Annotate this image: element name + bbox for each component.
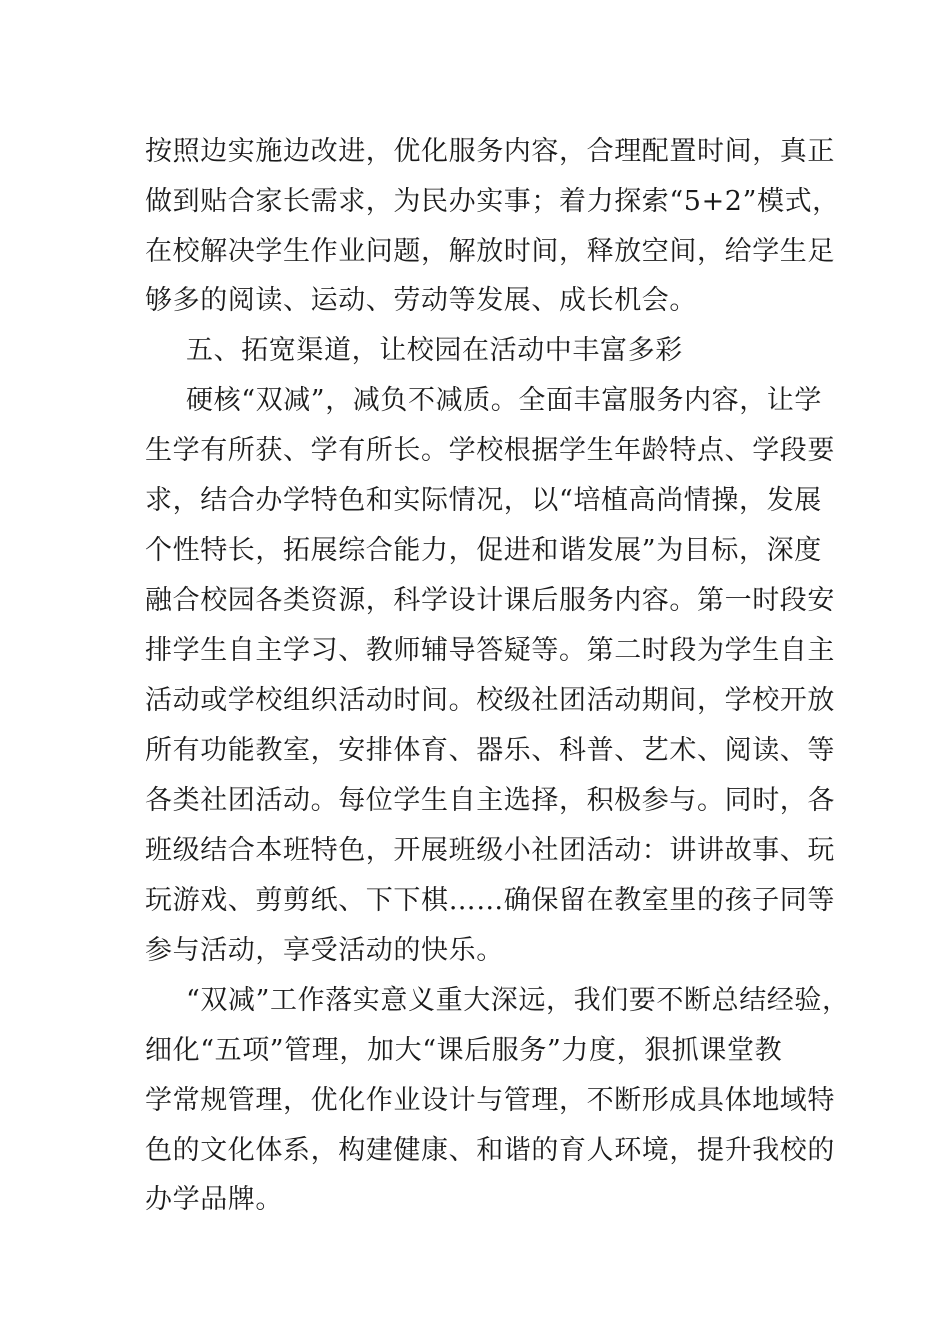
paragraph-2-line-11: 玩游戏、剪剪纸、下下棋……确保留在教室里的孩子同等 [145,885,835,916]
paragraph-1-line-1: 按照边实施边改进，优化服务内容，合理配置时间，真正 [145,136,835,167]
paragraph-3-line-2: 细化“五项”管理，加大“课后服务”力度，狠抓课堂教 [145,1035,783,1066]
paragraph-2-line-5: 融合校园各类资源，科学设计课后服务内容。第一时段安 [145,585,835,616]
paragraph-2-line-2: 生学有所获、学有所长。学校根据学生年龄特点、学段要 [145,435,835,466]
paragraph-2-line-1: 硬核“双减”，减负不减质。全面丰富服务内容，让学 [186,385,823,416]
section-heading: 五、拓宽渠道，让校园在活动中丰富多彩 [186,335,683,366]
paragraph-2-line-8: 所有功能教室，安排体育、器乐、科普、艺术、阅读、等 [145,735,835,766]
paragraph-3-line-4: 色的文化体系，构建健康、和谐的育人环境，提升我校的 [145,1135,835,1166]
paragraph-2-line-7: 活动或学校组织活动时间。校级社团活动期间，学校开放 [145,685,835,716]
paragraph-3-line-3: 学常规管理，优化作业设计与管理，不断形成具体地域特 [145,1085,835,1116]
paragraph-1-line-2: 做到贴合家长需求，为民办实事；着力探索“5+2”模式， [145,186,840,217]
paragraph-3-line-1: “双减”工作落实意义重大深远，我们要不断总结经验， [186,985,850,1016]
paragraph-1-line-3: 在校解决学生作业问题，解放时间，释放空间，给学生足 [145,236,835,267]
paragraph-1-line-4: 够多的阅读、运动、劳动等发展、成长机会。 [145,285,697,316]
paragraph-2-line-4: 个性特长，拓展综合能力，促进和谐发展”为目标，深度 [145,535,822,566]
paragraph-2-line-9: 各类社团活动。每位学生自主选择，积极参与。同时，各 [145,785,835,816]
paragraph-2-line-6: 排学生自主学习、教师辅导答疑等。第二时段为学生自主 [145,635,835,666]
paragraph-2-line-3: 求，结合办学特色和实际情况，以“培植高尚情操，发展 [145,485,822,516]
paragraph-3-line-5: 办学品牌。 [145,1184,283,1215]
paragraph-2-line-12: 参与活动，享受活动的快乐。 [145,935,504,966]
paragraph-2-line-10: 班级结合本班特色，开展班级小社团活动：讲讲故事、玩 [145,835,835,866]
